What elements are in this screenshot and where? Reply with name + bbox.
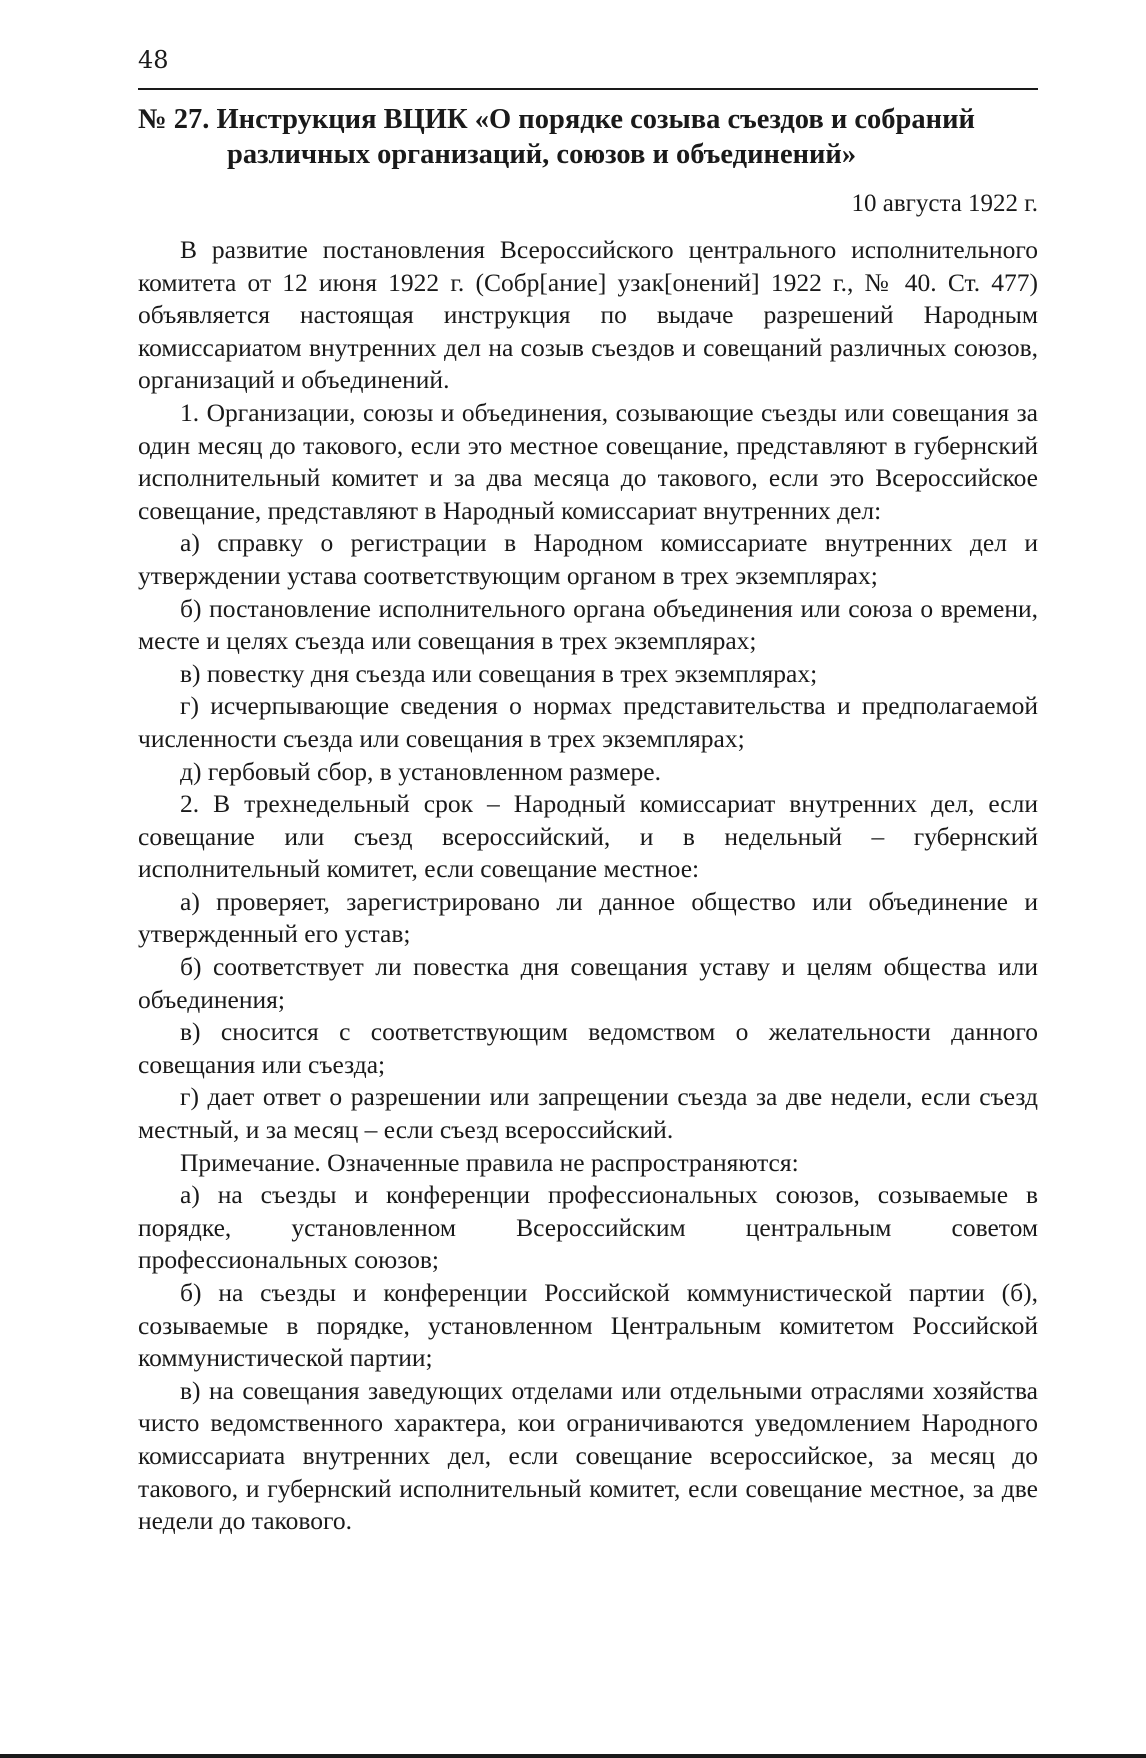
document-title-line-1: № 27. Инструкция ВЦИК «О порядке созыва съездов и собраний xyxy=(138,104,975,135)
paragraph-item-1a: а) справку о регистрации в Народном комиссариате внутренних дел и утверждении устава соответствующим органом в трех экземплярах; xyxy=(138,528,1038,590)
document-title-line-2: различных организаций, союзов и объединений» xyxy=(227,139,857,170)
paragraph-note-a: а) на съезды и конференции профессиональных союзов, созываемые в порядке, установленном Всероссийским центральным советом профессиональных союзов; xyxy=(138,1180,1038,1275)
footer-rule xyxy=(0,1754,1146,1758)
paragraph-note-b: б) на съезды и конференции Российской коммунистической партии (б), созываемые в порядке, установленном Центральным комитетом Российской коммунистической партии; xyxy=(138,1278,1038,1373)
paragraph-preamble: В развитие постановления Всероссийского центрального исполнительного комитета от 12 июня 1922 г. (Собр[ание] узак[онений] 1922 г., № 40. Ст. 477) объявляется настоящая инструкция по выдаче разрешений Народным комиссариатом внутренних дел на созыв съездов и совещаний различных союзов, организаций и объединений. xyxy=(138,235,1038,395)
paragraph-item-2v: в) сносится с соответствующим ведомством о желательности данного совещания или съезда; xyxy=(138,1017,1038,1079)
header-rule xyxy=(138,88,1038,90)
paragraph-item-2: 2. В трехнедельный срок – Народный комиссариат внутренних дел, если совещание или съезд всероссийский, и в недельный – губернский исполнительный комитет, если совещание местное: xyxy=(138,789,1038,884)
paragraph-note: Примечание. Означенные правила не распространяются: xyxy=(180,1147,799,1177)
paragraph-item-1v: в) повестку дня съезда или совещания в трех экземплярах; xyxy=(180,658,818,688)
paragraph-item-2g: г) дает ответ о разрешении или запрещении съезда за две недели, если съезд местный, и за месяц – если съезд всероссийский. xyxy=(138,1082,1038,1145)
paragraph-item-1: 1. Организации, союзы и объединения, созывающие съезды или совещания за один месяц до такового, если это местное совещание, представляют в губернский исполнительный комитет и за два месяца до такового, если это Всероссийское совещание, представляют в Народный комиссариат внутренних дел: xyxy=(138,397,1038,525)
paragraph-item-1b: б) постановление исполнительного органа объединения или союза о времени, месте и целях съезда или совещания в трех экземплярах; xyxy=(138,593,1038,656)
document-body xyxy=(138,234,1038,1538)
paragraph-item-1g: г) исчерпывающие сведения о нормах представительства и предполагаемой численности съезда или совещания в трех экземплярах; xyxy=(138,691,1038,753)
paragraph-note-v: в) на совещания заведующих отделами или отдельными отраслями хозяйства чисто ведомственного характера, кои ограничиваются уведомлением Народного комиссариата внутренних дел, если совещание всероссийское, за месяц до такового, и губернский исполнительный комитет, если совещание местное, за две недели до такового. xyxy=(138,1375,1038,1536)
document-date: 10 августа 1922 г. xyxy=(851,190,1038,217)
document-title xyxy=(138,102,1038,172)
page-number: 48 xyxy=(138,46,169,74)
paragraph-item-1d: д) гербовый сбор, в установленном размере. xyxy=(180,756,661,786)
paragraph-item-2a: а) проверяет, зарегистрировано ли данное общество или объединение и утвержденный его устав; xyxy=(138,886,1038,949)
paragraph-item-2b: б) соответствует ли повестка дня совещания уставу и целям общества или объединения; xyxy=(138,952,1038,1014)
